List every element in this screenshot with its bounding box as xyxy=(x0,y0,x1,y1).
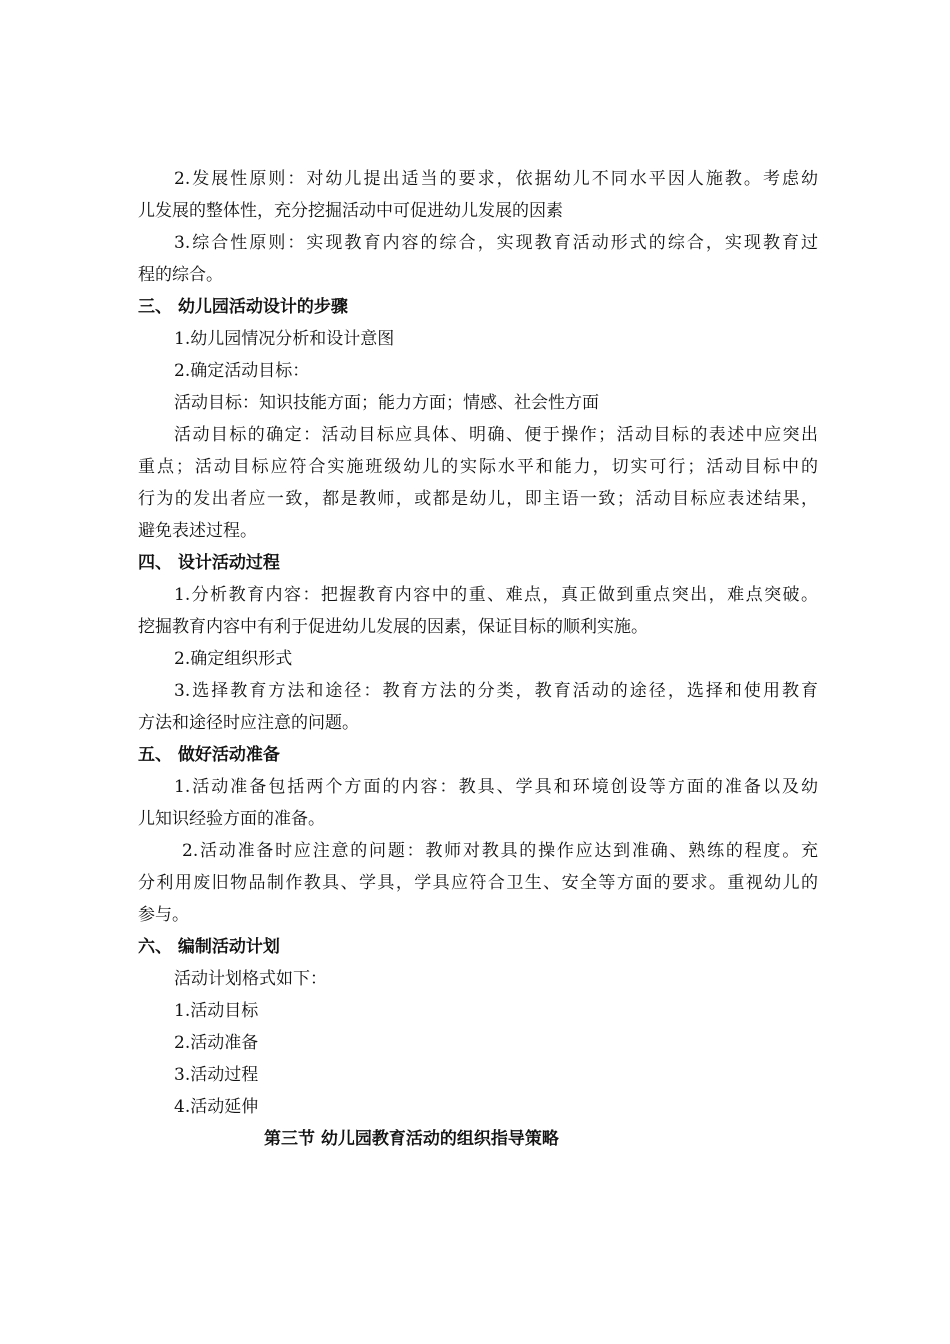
heading-3: 三、 幼儿园活动设计的步骤 xyxy=(138,297,348,317)
paragraph-line: 重点；活动目标应符合实施班级幼儿的实际水平和能力，切实可行；活动目标中的 xyxy=(138,457,818,477)
list-item: 1.活动目标 xyxy=(174,1001,259,1021)
list-item: 1.幼儿园情况分析和设计意图 xyxy=(174,329,395,349)
paragraph-line: 分利用废旧物品制作教具、学具，学具应符合卫生、安全等方面的要求。重视幼儿的 xyxy=(138,873,818,893)
paragraph-line: 2.发展性原则：对幼儿提出适当的要求，依据幼儿不同水平因人施教。考虑幼 xyxy=(174,169,818,189)
paragraph-line: 3.综合性原则：实现教育内容的综合，实现教育活动形式的综合，实现教育过 xyxy=(174,233,818,253)
paragraph-line: 程的综合。 xyxy=(138,265,223,285)
paragraph-line: 行为的发出者应一致，都是教师，或都是幼儿，即主语一致；活动目标应表述结果， xyxy=(138,489,818,509)
paragraph-line: 2.活动准备时应注意的问题：教师对教具的操作应达到准确、熟练的程度。充 xyxy=(182,841,818,861)
list-item: 3.活动过程 xyxy=(174,1065,259,1085)
list-item: 4.活动延伸 xyxy=(174,1097,259,1117)
paragraph-line: 3.选择教育方法和途径：教育方法的分类，教育活动的途径，选择和使用教育 xyxy=(174,681,818,701)
paragraph-line: 活动目标：知识技能方面；能力方面；情感、社会性方面 xyxy=(174,393,599,413)
paragraph-line: 儿发展的整体性，充分挖掘活动中可促进幼儿发展的因素 xyxy=(138,201,563,221)
list-item: 2.确定组织形式 xyxy=(174,649,293,669)
paragraph-line: 参与。 xyxy=(138,905,189,925)
paragraph-line: 活动目标的确定：活动目标应具体、明确、便于操作；活动目标的表述中应突出 xyxy=(174,425,818,445)
heading-5: 五、 做好活动准备 xyxy=(138,745,280,765)
list-item: 2.活动准备 xyxy=(174,1033,259,1053)
paragraph-line: 儿知识经验方面的准备。 xyxy=(138,809,325,829)
paragraph-line: 1.分析教育内容：把握教育内容中的重、难点，真正做到重点突出，难点突破。 xyxy=(174,585,818,605)
paragraph-line: 避免表述过程。 xyxy=(138,521,257,541)
paragraph-line: 方法和途径时应注意的问题。 xyxy=(138,713,359,733)
paragraph-line: 1.活动准备包括两个方面的内容：教具、学具和环境创设等方面的准备以及幼 xyxy=(174,777,818,797)
section-title: 第三节 幼儿园教育活动的组织指导策略 xyxy=(264,1129,559,1149)
heading-6: 六、 编制活动计划 xyxy=(138,937,280,957)
heading-4: 四、 设计活动过程 xyxy=(138,553,280,573)
paragraph-line: 挖掘教育内容中有利于促进幼儿发展的因素，保证目标的顺利实施。 xyxy=(138,617,648,637)
list-item: 2.确定活动目标： xyxy=(174,361,310,381)
paragraph-line: 活动计划格式如下： xyxy=(174,969,327,989)
